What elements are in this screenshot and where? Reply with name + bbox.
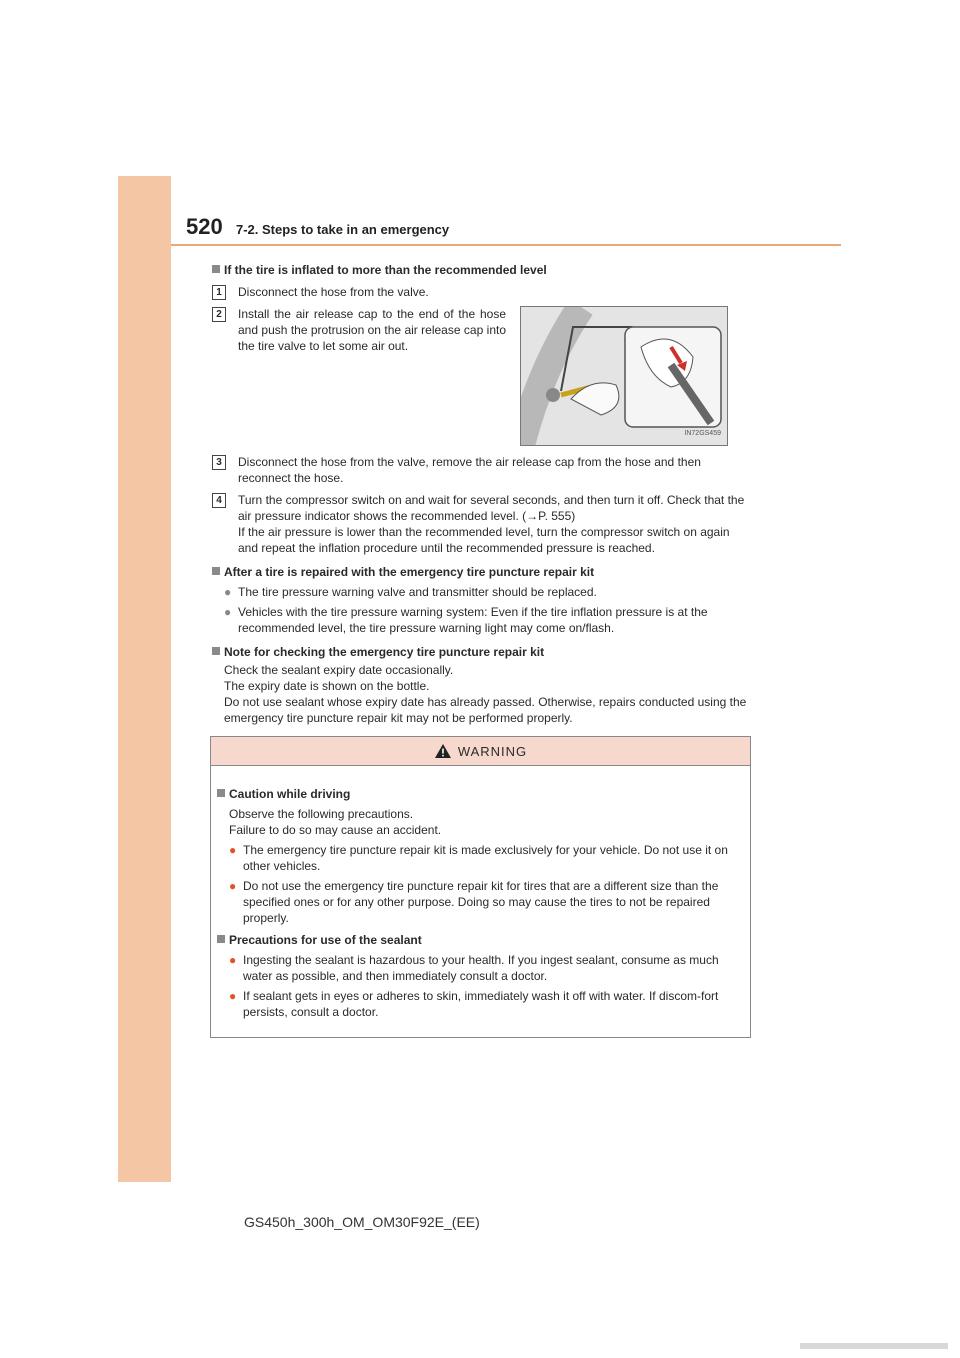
step-number: 3: [212, 455, 226, 470]
page-number: 520: [186, 214, 223, 239]
tire-valve-illustration-icon: [521, 307, 727, 445]
step-text: Disconnect the hose from the valve, remove the air release cap from the hose and then reconnect the hose.: [238, 455, 701, 485]
air-release-illustration: [520, 306, 728, 446]
step-text: Turn the compressor switch on and wait for several seconds, and then turn it off. Check that the air pressure indicator shows the recommended level. (→P. 555): [238, 493, 745, 523]
bullet-dot-icon: ●: [229, 879, 237, 893]
step-4: [212, 492, 752, 556]
note-line: Do not use sealant whose expiry date has already passed. Otherwise, repairs conducted using the emergency tire puncture repair kit may not be performed properly.: [224, 695, 747, 725]
heading-overinflated: If the tire is inflated to more than the recommended level: [212, 262, 752, 278]
page-sidebar-tab: [118, 176, 171, 1182]
list-item: ● The tire pressure warning valve and transmitter should be replaced.: [224, 585, 597, 599]
warning-header: [211, 737, 750, 766]
document-code: GS450h_300h_OM_OM30F92E_(EE): [244, 1214, 480, 1230]
step-text-continued: If the air pressure is lower than the recommended level, turn the compressor switch on again and repeat the inflation procedure until the recommended pressure is reached.: [238, 525, 730, 555]
note-line: Check the sealant expiry date occasionally.: [224, 663, 454, 677]
warning-heading-caution: Caution while driving: [217, 786, 744, 802]
bullet-dot-icon: ●: [229, 843, 237, 857]
step-2: [212, 306, 752, 446]
step-1: [212, 284, 752, 300]
bullet-dot-icon: ●: [224, 605, 232, 619]
list-item: ● Ingesting the sealant is hazardous to your health. If you ingest sealant, consume as much water as possible, and then immediately consult a doctor.: [229, 953, 719, 983]
header-rule: [171, 244, 841, 246]
list-item: ● The emergency tire puncture repair kit is made exclusively for your vehicle. Do not use it on other vehicles.: [229, 843, 728, 873]
square-bullet-icon: [217, 935, 225, 943]
section-title: 7-2. Steps to take in an emergency: [236, 222, 450, 237]
heading-note-checking: Note for checking the emergency tire puncture repair kit: [212, 644, 752, 660]
step-text: Install the air release cap to the end of the hose and push the protrusion on the air release cap into the tire valve to let some air out.: [238, 307, 506, 353]
warning-line: Observe the following precautions.: [229, 807, 414, 821]
warning-title: WARNING: [457, 743, 528, 759]
square-bullet-icon: [212, 647, 220, 655]
bullet-dot-icon: ●: [224, 585, 232, 599]
list-item: ● Vehicles with the tire pressure warning system: Even if the tire inflation pressure is at the recommended level, the tire pressure warning light may come on/flash.: [224, 605, 708, 635]
note-line: The expiry date is shown on the bottle.: [224, 679, 430, 693]
warning-box: [210, 736, 751, 1038]
warning-body: [211, 766, 750, 1020]
warning-triangle-icon: [434, 743, 452, 759]
main-content: [212, 256, 752, 726]
warning-line: Failure to do so may cause an accident.: [229, 823, 442, 837]
list-item: ● Do not use the emergency tire puncture repair kit for tires that are a different size than the specified ones or for any other purpose. Doing so may cause the tires to not be repaired properly.: [229, 879, 719, 925]
step-number: 1: [212, 285, 226, 300]
bullet-dot-icon: ●: [229, 989, 237, 1003]
site-watermark-logo: [800, 1340, 948, 1352]
figure-code: IN72GS459: [684, 430, 721, 437]
square-bullet-icon: [217, 789, 225, 797]
step-number: 4: [212, 493, 226, 508]
square-bullet-icon: [212, 265, 220, 273]
list-item: ● If sealant gets in eyes or adheres to skin, immediately wash it off with water. If discom-fort persists, consult a doctor.: [229, 989, 719, 1019]
step-number: 2: [212, 307, 226, 322]
step-3: [212, 454, 752, 486]
square-bullet-icon: [212, 567, 220, 575]
step-text: Disconnect the hose from the valve.: [238, 285, 429, 299]
heading-after-repair: After a tire is repaired with the emergency tire puncture repair kit: [212, 564, 752, 580]
warning-heading-sealant: Precautions for use of the sealant: [217, 932, 744, 948]
bullet-dot-icon: ●: [229, 953, 237, 967]
